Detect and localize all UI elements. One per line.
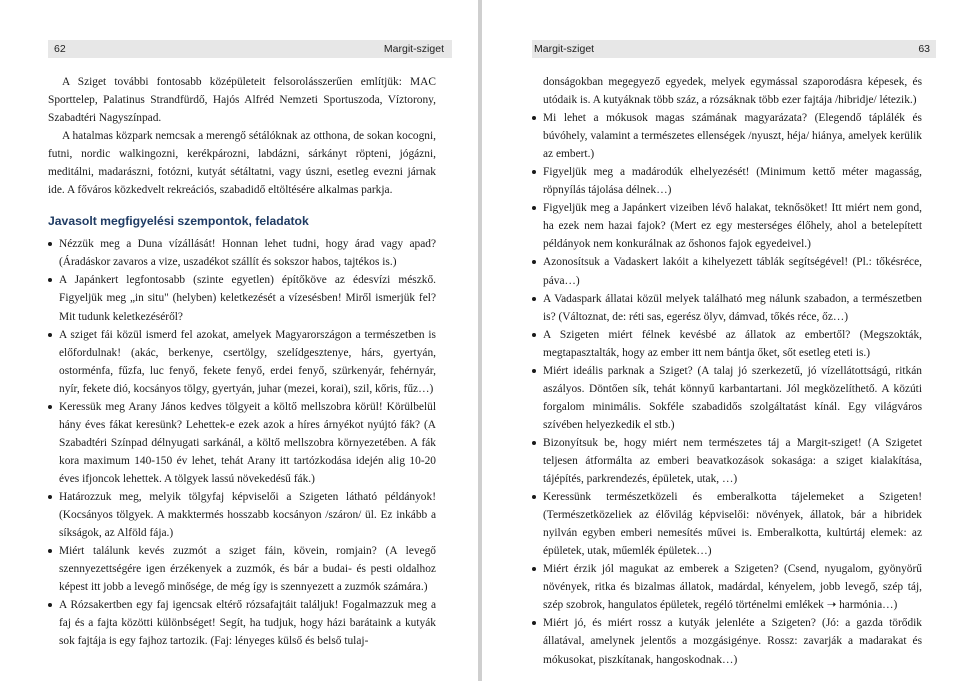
list-item: Keressük meg Arany János kedves tölgyeit a költő mellszobra körül! Körülbelül hány éves fákat keresünk? Lehettek-e ezek azok a híres árnyékot nyújtó fák? (A Szabadtéri Színpad délnyugati sarkánál, a költő mellszobra környezetében. A fák kora maximum 140-150 év lehet, tehát Arany itt tartózkodása idején alig 10-20 éves ifjoncok lehettek. A tölgyek lassú növekedésű fák.) bbox=[48, 398, 436, 488]
list-item: Figyeljük meg a madárodúk elhelyezését! (Minimum kettő méter magasság, röpnyílás tájolása délnek…) bbox=[532, 163, 922, 199]
right-page-header bbox=[532, 40, 936, 58]
list-item: A Rózsakertben egy faj igencsak eltérő rózsafajtáit találjuk! Fogalmazzuk meg a faj és a fajta közötti különbséget! Segít, ha tudjuk, hogy házi barátaink a kutyák sok fajtája is egy fajhoz tartozik. (Faj: lényeges külső és belső tulaj- bbox=[48, 596, 436, 650]
list-item: Azonosítsuk a Vadaskert lakóit a kihelyezett táblák segítségével! (Pl.: tőkésréce, páva…) bbox=[532, 253, 922, 289]
list-item-continuation: donságokban megegyező egyedek, melyek egymással szaporodásra képesek, és utódaik is. A kutyáknak több száz, a rózsáknak több ezer fajtája /hibridje/ létezik.) bbox=[543, 76, 922, 107]
list-item: A Japánkert legfontosabb (szinte egyetlen) építőköve az édesvízi mészkő. Figyeljük meg „in situ" (helyben) keletkezését a vízesésben! Miről ismerjük fel? Mit tudunk keletkezéséről? bbox=[48, 271, 436, 325]
right-running-head: Margit-sziget bbox=[534, 43, 595, 55]
list-item: A Vadaspark állatai közül melyek található meg nálunk szabadon, a természetben is? (Változnat, de: réti sas, egerész ölyv, dámvad, tőkés réce, őz…) bbox=[532, 290, 922, 326]
left-text-column bbox=[48, 73, 436, 650]
list-item: Miért jó, és miért rossz a kutyák jelenléte a Szigeten? (Jó: a gazda törődik állatával, amelynek jelentős a mozgásigénye. Rossz: zavarják a madarakat és mókusokat, piszkítanak, hangoskodnak…) bbox=[532, 614, 922, 668]
left-page bbox=[0, 0, 478, 681]
list-item: A Szigeten miért félnek kevésbé az állatok az embertől? (Megszokták, megtapasztalták, hogy az ember itt nem bántja őket, sőt esetleg eteti is.) bbox=[532, 326, 922, 362]
left-running-head: Margit-sziget bbox=[383, 43, 444, 55]
list-item: Figyeljük meg a Japánkert vizeiben lévő halakat, teknősöket! Itt miért nem gond, ha ezek nem hazai fajok? (Mert ez egy mesterséges élőhely, ahol a betelepített példányok nem konkurálnak az őshonos fajok egyedeivel.) bbox=[532, 199, 922, 253]
section-heading: Javasolt megfigyelési szempontok, feladatok bbox=[48, 214, 309, 229]
right-page bbox=[482, 0, 960, 681]
list-item: Miért érzik jól magukat az emberek a Szigeten? (Csend, nyugalom, gyönyörű növények, ritka és bizalmas állatok, madárdal, kényelem, jobb levegő, szép táj, szép szobrok, hangulatos épületek, regéló történelmi emlékek ➝ harmónia…) bbox=[532, 560, 922, 614]
list-item: Keressünk természetközeli és emberalkotta tájelemeket a Szigeten! (Természetközeliek az élővilág képviselői: növények, állatok, bár a hibridek nyilván egyben emberi nemesítés művei is. Emberalkotta, kultúrtáj elemek: az épületek, utak, műemlék épületek…) bbox=[532, 488, 922, 560]
intro-paragraph: A hatalmas közpark nemcsak a merengő sétálóknak az otthona, de sokan kocogni, futni, nordic walkingozni, kerékpározni, labdázni, sárkányt röpteni, jógázni, meditálni, madarászni, fotózni, kutyát sétáltatni, vagy úszni, esetleg evezni járnak ide. A főváros közkedvelt rekreációs, szabadidő eltöltésére alkalmas parkja. bbox=[48, 130, 436, 197]
list-item: Bizonyítsuk be, hogy miért nem természetes táj a Margit-sziget! (A Szigetet teljesen átformálta az emberi beavatkozások sokasága: a sziget kialakítása, tájépítés, parkrendezés, épületek, utak, …) bbox=[532, 434, 922, 488]
observation-list bbox=[48, 235, 436, 650]
left-page-header bbox=[48, 40, 452, 58]
list-item: Határozzuk meg, melyik tölgyfaj képviselői a Szigeten látható példányok! (Kocsányos tölgyek. A makktermés hosszabb kocsányon /száron/ ül. Ez inkább a síkságok, az Alföld fája.) bbox=[48, 488, 436, 542]
observation-list-continued bbox=[532, 73, 922, 669]
list-item: Miért találunk kevés zuzmót a sziget fáin, kövein, romjain? (A levegő szennyezettségére igen érzékenyek a zuzmók, és bár a budai- és pesti oldalhoz képest itt jobb a levegő minősége, de még így is szennyezett a zuzmók számára.) bbox=[48, 542, 436, 596]
list-item: Nézzük meg a Duna vízállását! Honnan lehet tudni, hogy árad vagy apad? (Áradáskor zavaros a vize, uszadékot szállít és sokszor habos, tajtékos is.) bbox=[48, 235, 436, 271]
list-item: Mi lehet a mókusok magas számának magyarázata? (Elegendő táplálék és búvóhely, valamint a természetes ellenségek /nyuszt, héja/ hiánya, amelyek kerülik az embert.) bbox=[532, 109, 922, 163]
list-item: Miért ideális parknak a Sziget? (A talaj jó szerkezetű, jó vízellátottságú, ritkán aszályos. Döntően sík, tehát könnyű karbantartani. Jól megközelíthető. A közúti forgalom minimális. Sokféle szabadidős szolgáltatást kínál. Egy világváros szívében helyezkedik el stb.) bbox=[532, 362, 922, 434]
left-page-number: 62 bbox=[54, 43, 66, 55]
right-page-number: 63 bbox=[918, 43, 930, 55]
right-text-column bbox=[532, 73, 922, 669]
intro-paragraph: A Sziget további fontosabb középületeit felsorolásszerűen említjük: MAC Sporttelep, Palatinus Strandfürdő, Hajós Alfréd Nemzeti Sportuszoda, Víztorony, Szabadtéri Nagyszínpad. bbox=[48, 76, 436, 125]
list-item: A sziget fái közül ismerd fel azokat, amelyek Magyarországon a természetben is előfordulnak! (akác, berkenye, csertölgy, szelídgesztenye, hárs, gyertyán, ostorménfa, fűzfa, luc fenyő, fekete fenyő, erdei fenyő, szürkenyár, fehérnyár, nyír, fekete dió, kocsányos tölgy, gyertyán, juhar (mezei, korai), szil, kőris, fűz…) bbox=[48, 326, 436, 398]
